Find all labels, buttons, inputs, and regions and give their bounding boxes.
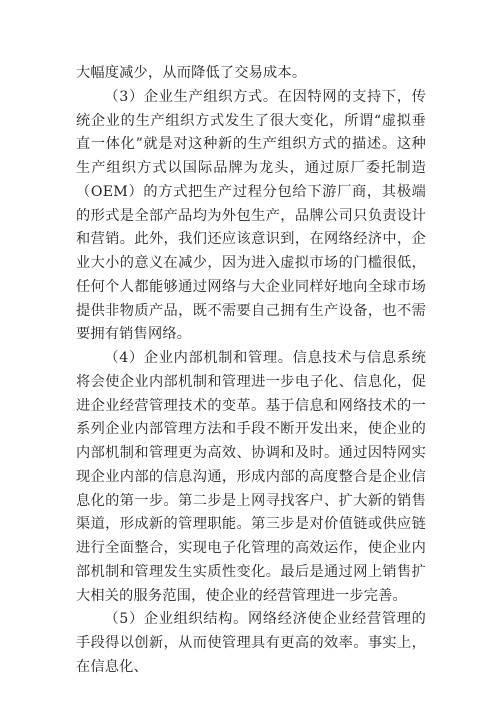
paragraph-continuation: 大幅度减少，从而降低了交易成本。	[76, 65, 307, 81]
paragraph-internal-mechanism: （4）企业内部机制和管理。信息技术与信息系统将会使企业内部机制和管理进一步电子化、信息化，促进企业经营管理技术的变革。基于信息和网络技术的一系列企业内部管理方法和手段不断开发出来，使企业的内部机制和管理更为高效、协调和及时。通过因特网实现企业内部的信息沟通，形成内部的高度整合是企业信息化的第一步。第二步是上网寻找客户、扩大新的销售渠道，形成新的管理职能。第三步是对价值链或供应链进行全面整合，实现电子化管理的高效运作，使企业内部机制和管理发生实质性变化。最后是通过网上销售扩大相关的服务范围，使企业的经营管理进一步完善。	[76, 350, 426, 604]
paragraph-organization-structure: （5）企业组织结构。网络经济使企业经营管理的手段得以创新，从而使管理具有更高的效率。事实上，在信息化、	[76, 611, 426, 675]
paragraph-production-organization: （3）企业生产组织方式。在因特网的支持下，传统企业的生产组织方式发生了很大变化，所谓“虚拟垂直一体化”就是对这种新的生产组织方式的描述。这种生产组织方式以国际品牌为龙头，通过原厂委托制造（OEM）的方式把生产过程分包给下游厂商，其极端的形式是全部产品均为外包生产，品牌公司只负责设计和营销。此外，我们还应该意识到，在网络经济中，企业大小的意义在减少，因为进入虚拟市场的门槛很低，任何个人都能够通过网络与大企业同样好地向全球市场提供非物质产品，既不需要自己拥有生产设备，也不需要拥有销售网络。	[76, 88, 426, 343]
document-body	[76, 62, 426, 680]
